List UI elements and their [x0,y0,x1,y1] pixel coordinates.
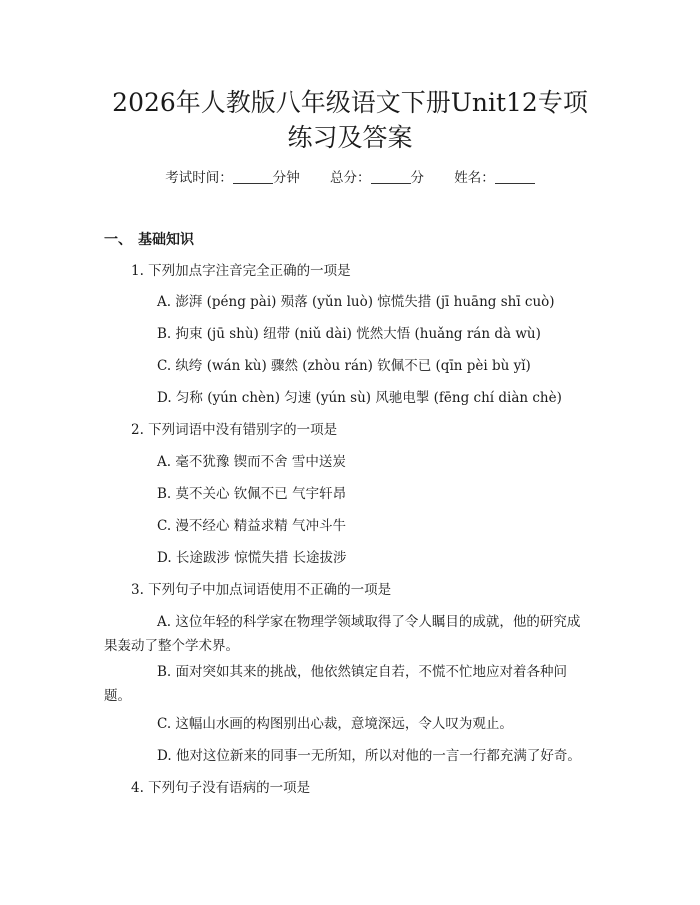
question-3-option-b-line1: B. 面对突如其来的挑战，他依然镇定自若，不慌不忙地应对着各种问 [157,664,568,680]
time-label: 考试时间： [165,170,233,186]
question-1-option-a: A. 澎湃 (péng pài) 殒落 (yǔn luò) 惊慌失措 (jī huāng shī cuò) [157,294,555,310]
exam-info-row [0,168,700,188]
document-title-line1: 2026年人教版八年级语文下册Unit12专项 [112,88,588,117]
question-3-option-b-line2: 题。 [104,688,131,704]
name-label: 姓名： [454,170,495,186]
section-number: 一、 [104,232,132,248]
question-2-option-c: C. 漫不经心 精益求精 气冲斗牛 [157,518,347,534]
question-1-option-d: D. 匀称 (yún chèn) 匀速 (yún sù) 风驰电掣 (fēng chí diàn chè) [157,390,562,406]
time-unit: 分钟 [272,170,300,186]
section-title: 基础知识 [138,232,194,248]
section-heading [104,230,194,250]
question-1-option-b: B. 拘束 (jū shù) 纽带 (niǔ dài) 恍然大悟 (huǎng rán dà wù) [157,326,541,342]
question-2-option-b: B. 莫不关心 钦佩不已 气宇轩昂 [157,486,347,502]
time-blank [233,169,273,184]
score-label: 总分： [330,170,371,186]
question-3-option-c: C. 这幅山水画的构图别出心裁，意境深远，令人叹为观止。 [157,716,513,732]
question-3-option-a-line1: A. 这位年轻的科学家在物理学领域取得了令人瞩目的成就，他的研究成 [157,614,581,630]
question-2-stem: 2. 下列词语中没有错别字的一项是 [131,422,338,438]
question-1-stem: 1. 下列加点字注音完全正确的一项是 [131,263,351,279]
document-title-line2: 练习及答案 [287,123,413,152]
score-unit: 分 [410,170,424,186]
question-3-option-a-line2: 果轰动了整个学术界。 [104,638,239,654]
question-2-option-d: D. 长途跋涉 惊慌失措 长途拔涉 [157,550,347,566]
name-blank [495,169,535,184]
score-blank [371,169,411,184]
question-3-stem: 3. 下列句子中加点词语使用不正确的一项是 [131,582,392,598]
question-1-option-c: C. 纨绔 (wán kù) 骤然 (zhòu rán) 钦佩不已 (qīn pèi bù yǐ) [157,358,531,374]
question-2-option-a: A. 毫不犹豫 锲而不舍 雪中送炭 [157,454,346,470]
question-4-stem: 4. 下列句子没有语病的一项是 [131,780,311,796]
question-3-option-d: D. 他对这位新来的同事一无所知，所以对他的一言一行都充满了好奇。 [157,748,581,764]
